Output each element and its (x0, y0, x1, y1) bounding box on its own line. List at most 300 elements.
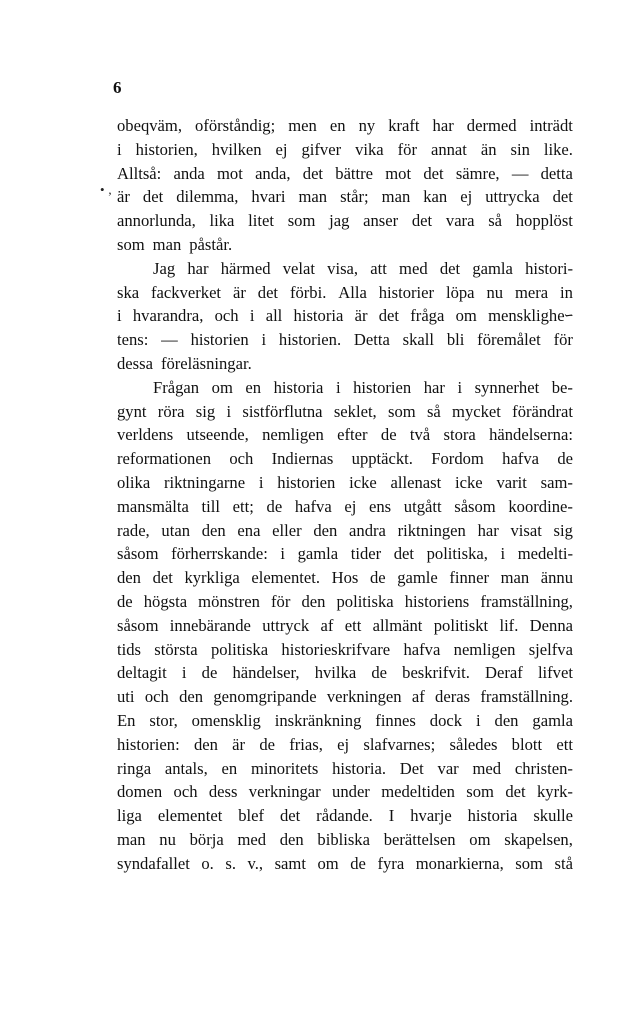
word: för (553, 330, 573, 350)
word: Frågan (153, 377, 200, 397)
text-line (117, 328, 573, 352)
word: tens: (117, 330, 149, 350)
word: lifvet (537, 663, 573, 683)
word: lif. (499, 615, 519, 635)
word: rådande. (316, 806, 373, 826)
word: nemligen (262, 425, 324, 445)
word: har (187, 258, 209, 278)
word: kan (423, 187, 448, 207)
word: anda, (255, 163, 291, 183)
word: varit (496, 472, 527, 492)
word: och (229, 449, 254, 469)
word: stor, (149, 710, 178, 730)
word: man (500, 568, 530, 588)
word: såsom (117, 544, 159, 564)
word: annat (430, 139, 467, 159)
word: såsom (454, 496, 496, 516)
word: synnerhet (474, 377, 540, 397)
word: som (117, 234, 145, 254)
word: tids (117, 639, 141, 659)
text-line (117, 780, 573, 804)
word: ett (556, 734, 573, 754)
word: mera (514, 282, 549, 302)
word: den (313, 520, 338, 540)
word: de (380, 425, 397, 445)
word: litet (248, 211, 274, 231)
word: har (432, 116, 454, 135)
word: den (201, 520, 226, 540)
word: icke (349, 472, 377, 492)
word: hafva (502, 449, 539, 469)
word: hvilken (211, 139, 262, 159)
word: ett; (232, 496, 254, 516)
word: — (511, 163, 529, 183)
text-line (117, 542, 573, 566)
word: man (298, 187, 328, 207)
word: förändrat (512, 401, 573, 421)
word: sämre, (455, 163, 500, 183)
word: allmänt (372, 615, 423, 635)
text-line (117, 185, 573, 209)
word: gamla (297, 544, 339, 564)
word: Denna (529, 615, 573, 635)
word: v., (247, 853, 264, 873)
text-line (117, 757, 573, 781)
word: i (226, 401, 232, 421)
word: seklet, (333, 401, 377, 421)
word: kraft (388, 116, 420, 135)
word: upptäckt. (351, 449, 413, 469)
margin-mark: • ‚ (100, 182, 113, 197)
text-line (117, 709, 573, 733)
word: Jag (153, 258, 176, 278)
word: antals, (164, 758, 208, 778)
word: fråga (410, 306, 445, 326)
word: sig (553, 520, 573, 540)
word: uti (117, 687, 135, 707)
word: ny (358, 116, 376, 135)
text-line (117, 471, 573, 495)
word: de (266, 496, 283, 516)
text-line (117, 114, 573, 138)
word: en (329, 116, 346, 135)
word: kyrkliga (184, 568, 240, 588)
word: bibliska (317, 829, 370, 849)
word: dilemma, (176, 187, 239, 207)
word: således (449, 734, 498, 754)
word: om (469, 829, 491, 849)
word: i (117, 306, 122, 326)
word: dock (429, 710, 463, 730)
word: med (399, 258, 428, 278)
word: beskrifvit. (402, 663, 470, 683)
text-line (117, 566, 573, 590)
word: histori- (525, 258, 573, 278)
word: anda (173, 163, 205, 183)
word: andra (349, 520, 386, 540)
word: de (369, 568, 386, 588)
word: uttrycka (485, 187, 540, 207)
word: som (387, 401, 416, 421)
text-line (117, 304, 573, 328)
word: deras (435, 687, 471, 707)
word: fyra (377, 853, 405, 873)
word: syndafallet (117, 853, 190, 873)
text-line (117, 376, 573, 400)
word: mansmälta (117, 496, 189, 516)
word: monarkierna, (415, 853, 504, 873)
word: i (280, 544, 286, 564)
word: är (117, 187, 130, 207)
word: gamla (532, 710, 573, 730)
word: det (393, 544, 415, 564)
word: historien (353, 377, 412, 397)
word: christen- (514, 758, 573, 778)
word: under (332, 782, 370, 802)
word: i (457, 377, 463, 397)
word: allenast (390, 472, 442, 492)
text-line (117, 352, 573, 376)
word: samt (274, 853, 306, 873)
word: hvari (251, 187, 286, 207)
word: den (193, 734, 218, 754)
word: i (117, 139, 122, 159)
text-line (117, 519, 573, 543)
word: det (411, 211, 433, 231)
text-line (117, 685, 573, 709)
word: så (426, 401, 441, 421)
word: den (279, 829, 304, 849)
word: medeltiden (381, 782, 455, 802)
word: skapelsen, (504, 829, 573, 849)
word: hafva (294, 496, 332, 516)
word: elementet. (251, 568, 320, 588)
text-line (117, 281, 573, 305)
text-line (117, 590, 573, 614)
word: lika (209, 211, 235, 231)
word: ej (275, 139, 288, 159)
word: historien (190, 330, 249, 350)
word: det (378, 306, 400, 326)
word: verkningar (248, 782, 321, 802)
word: be- (551, 377, 573, 397)
word: historia (467, 806, 518, 826)
word: det (142, 187, 164, 207)
word: härmed (220, 258, 271, 278)
word: like. (543, 139, 573, 159)
word: och (173, 782, 198, 802)
text-line (117, 257, 573, 281)
page-number: 6 (113, 78, 122, 97)
word: sig (195, 401, 216, 421)
word: innebärande (169, 615, 251, 635)
word: i (261, 330, 267, 350)
word: sam- (540, 472, 573, 492)
word: om (317, 853, 339, 873)
word: historien: (117, 734, 180, 754)
word: icke (455, 472, 483, 492)
word: af (320, 615, 334, 635)
word: i (500, 544, 506, 564)
word: frias, (289, 734, 323, 754)
word: mot (217, 163, 243, 183)
word: de (350, 853, 366, 873)
word: elementet (157, 806, 223, 826)
word: menskligheｰ (488, 306, 573, 326)
word: slafvarnes; (363, 734, 436, 754)
word: uttryck (262, 615, 310, 635)
word: eller (272, 520, 302, 540)
word: föremålet (477, 330, 541, 350)
word: att (370, 258, 387, 278)
word: om (211, 377, 233, 397)
word: så (488, 211, 503, 231)
word: man (381, 187, 411, 207)
word: verkningen (326, 687, 402, 707)
word: i (181, 663, 187, 683)
word: historieskrifvare (281, 639, 391, 659)
word: gamle (397, 568, 438, 588)
word: En (117, 710, 136, 730)
word: reformationen (117, 449, 211, 469)
word: historien (277, 472, 336, 492)
word: det (439, 258, 461, 278)
word: bli (446, 330, 465, 350)
word: s. (225, 853, 236, 873)
word: Alla (338, 282, 367, 302)
word: domen (117, 782, 163, 802)
word: politiska (336, 591, 394, 611)
word: var (437, 758, 459, 778)
word: in (560, 282, 573, 302)
word: som (515, 853, 543, 873)
word: som (287, 211, 316, 231)
word: de (201, 663, 218, 683)
word: det (505, 782, 526, 802)
word: som (466, 782, 494, 802)
word: Detta (353, 330, 390, 350)
word: ej (344, 496, 357, 516)
word: detta (540, 163, 573, 183)
text-line (117, 162, 573, 186)
word: deltagit (117, 663, 167, 683)
word: den (179, 687, 204, 707)
word: med (237, 829, 267, 849)
word: det (552, 187, 573, 207)
text-line (117, 661, 573, 685)
text-line (117, 495, 573, 519)
word: skall (402, 330, 435, 350)
word: den (494, 710, 519, 730)
text-line (117, 138, 573, 162)
word: o. (201, 853, 214, 873)
word: genomgripande (213, 687, 317, 707)
word: minoritets (250, 758, 319, 778)
text-line (117, 614, 573, 638)
word: stå (554, 853, 573, 873)
word: för (271, 591, 291, 611)
word: skulle (533, 806, 573, 826)
word: velat (282, 258, 315, 278)
word: en (221, 758, 238, 778)
word: det (279, 806, 301, 826)
word: till (201, 496, 220, 516)
word: högsta (143, 591, 188, 611)
word: en (245, 377, 262, 397)
text-line (117, 233, 573, 257)
word: anser (363, 211, 399, 231)
word: sistförflutna (242, 401, 323, 421)
word: stora (443, 425, 476, 445)
word: än (480, 139, 497, 159)
word: de (557, 449, 573, 469)
word: ringa (117, 758, 152, 778)
word: vika (355, 139, 384, 159)
word: finner (449, 568, 489, 588)
word: hvarje (410, 806, 452, 826)
word: gamla (472, 258, 513, 278)
word: i (258, 472, 264, 492)
word: sin (510, 139, 530, 159)
word: politiska, (426, 544, 488, 564)
word: och (214, 306, 239, 326)
word: händelserna: (489, 425, 573, 445)
word: det (423, 163, 444, 183)
word: inträdt (529, 116, 573, 135)
word: förbi. (289, 282, 327, 302)
word: utgått (403, 496, 442, 516)
word: inskränkning (274, 710, 362, 730)
word: berättelsen (383, 829, 456, 849)
word: i (475, 710, 481, 730)
word: den (117, 568, 141, 588)
word: har (477, 520, 499, 540)
word: historier (378, 282, 435, 302)
word: liga (117, 806, 142, 826)
word: Indiernas (271, 449, 334, 469)
word: visa, (327, 258, 359, 278)
word: dessa (117, 353, 153, 373)
word: hafva (403, 639, 441, 659)
text-line (117, 733, 573, 757)
word: nemligen (453, 639, 516, 659)
word: är (232, 734, 246, 754)
word: ena (237, 520, 261, 540)
word: vara (445, 211, 475, 231)
word: — (161, 330, 178, 350)
text-line (117, 423, 573, 447)
word: nu (159, 829, 176, 849)
word: rade, (117, 520, 150, 540)
word: påstår. (189, 234, 233, 254)
text-line (117, 638, 573, 662)
text-line (117, 209, 573, 233)
word: två (409, 425, 431, 445)
word: historia (273, 377, 324, 397)
word: ej (337, 734, 350, 754)
text-line (117, 828, 573, 852)
word: olika (117, 472, 151, 492)
word: medelti- (517, 544, 573, 564)
word: i (335, 377, 341, 397)
word: den (301, 591, 326, 611)
word: fackverket (151, 282, 222, 302)
word: sjelfva (528, 639, 573, 659)
word: bättre (335, 163, 374, 183)
word: omensklig (191, 710, 261, 730)
word: visat (510, 520, 542, 540)
word: ej (460, 187, 473, 207)
word: historia (293, 306, 344, 326)
word: dess (208, 782, 238, 802)
word: Det (399, 758, 424, 778)
word: man (152, 234, 182, 254)
word: om (455, 306, 477, 326)
word: ens (369, 496, 392, 516)
word: hvilka (314, 663, 357, 683)
word: det (302, 163, 324, 183)
word: mycket (452, 401, 501, 421)
word: det (257, 282, 279, 302)
word: för (397, 139, 417, 159)
word: löpa (445, 282, 475, 302)
word: utan (161, 520, 190, 540)
text-line (117, 852, 573, 876)
word: historien. (278, 330, 342, 350)
word: hopplöst (515, 211, 573, 231)
word: börja (189, 829, 224, 849)
word: man (117, 829, 146, 849)
word: oförståndig; (195, 116, 276, 135)
word: koordine- (508, 496, 573, 516)
word: Deraf (485, 663, 523, 683)
word: jag (329, 211, 350, 231)
word: blott (511, 734, 543, 754)
word: är (354, 306, 368, 326)
word: hvarandra, (132, 306, 204, 326)
word: har (423, 377, 445, 397)
word: verldens (117, 425, 174, 445)
word: och (144, 687, 169, 707)
word: är (232, 282, 246, 302)
word: historien, (135, 139, 198, 159)
word: ännu (540, 568, 573, 588)
word: riktningarne (163, 472, 246, 492)
word: Hos (331, 568, 359, 588)
word: efter (337, 425, 368, 445)
word: I (388, 806, 395, 826)
word: annorlunda, (117, 211, 196, 231)
word: historiens (404, 591, 470, 611)
word: största (154, 639, 198, 659)
word: dermed (466, 116, 517, 135)
word: framställning. (480, 687, 573, 707)
word: tider (350, 544, 382, 564)
word: obeqväm, (117, 116, 182, 135)
word: de (117, 591, 133, 611)
word: ska (117, 282, 140, 302)
text-line (117, 447, 573, 471)
word: historia. (332, 758, 386, 778)
word: finnes (375, 710, 416, 730)
word: gynt (117, 401, 147, 421)
word: riktningen (397, 520, 466, 540)
word: ett (344, 615, 362, 635)
word: politiskt (433, 615, 489, 635)
word: föreläsningar. (160, 353, 252, 373)
word: kyrk- (536, 782, 573, 802)
word: blef (238, 806, 265, 826)
